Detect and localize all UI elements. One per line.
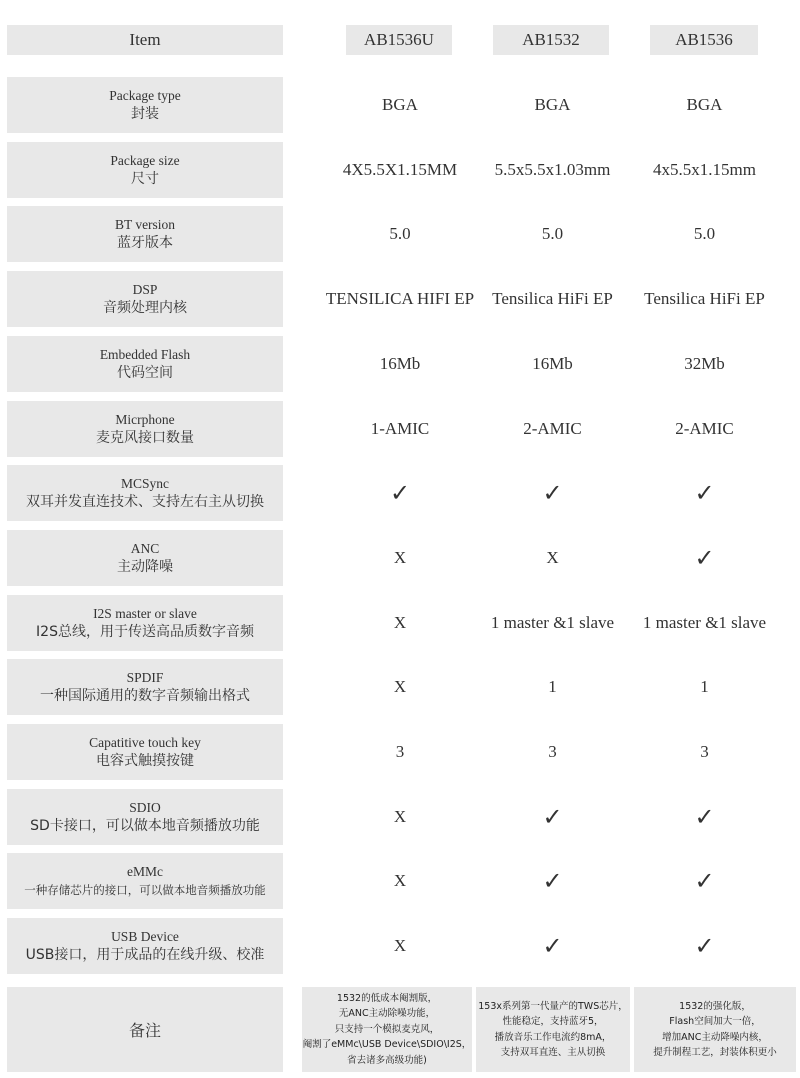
header-model-3: [650, 25, 758, 55]
value-text: 2-AMIC: [675, 419, 734, 438]
row-label-cell: [7, 465, 283, 521]
value-text: Tensilica HiFi EP: [492, 289, 613, 308]
value-cell-col-2: [480, 77, 625, 133]
row-label-zh: 蓝牙版本: [117, 235, 173, 251]
value-cell-col-1: [298, 77, 502, 133]
value-text: BGA: [382, 95, 418, 114]
value-cell-col-1: [298, 659, 502, 715]
value-text: X: [393, 807, 407, 826]
header-model-2: [493, 25, 609, 55]
checkmark-icon: ✓: [694, 479, 715, 507]
value-text: 4X5.5X1.15MM: [342, 160, 458, 179]
row-label-en: I2S master or slave: [93, 606, 197, 621]
value-text: Tensilica HiFi EP: [644, 289, 765, 308]
value-cell-col-2: [480, 271, 625, 327]
row-label-en: Embedded Flash: [99, 347, 191, 362]
value-cell-col-2: [480, 206, 625, 262]
value-cell-col-3: [632, 595, 777, 651]
value-cell-col-3: [632, 142, 777, 198]
row-label-zh: 一种存储芯片的接口，可以做本地音频播放功能: [24, 883, 266, 897]
value-text: X: [393, 548, 407, 567]
row-label-zh: 双耳并发直连技术、支持左右主从切换: [26, 494, 264, 510]
row-label-cell: [7, 271, 283, 327]
header-model-1-label: AB1536U: [364, 30, 434, 49]
checkmark-icon: ✓: [542, 479, 563, 507]
value-text: 1: [700, 677, 709, 696]
header-model-3-label: AB1536: [675, 30, 733, 49]
note-line: 只支持一个模拟麦克风，: [334, 1023, 440, 1035]
notes-col-2: [476, 987, 630, 1072]
row-label-en: MCSync: [120, 476, 169, 491]
note-line: 提升制程工艺，封装体积更小: [653, 1047, 777, 1058]
value-text: 16Mb: [532, 354, 573, 373]
note-line: 153x系列第一代量产的TWS芯片，: [478, 1000, 628, 1012]
row-label-cell: [7, 77, 283, 133]
value-cell-col-3: [632, 206, 777, 262]
note-line: 支持双耳直连、主从切换: [500, 1047, 606, 1058]
value-cell-col-2: [480, 659, 625, 715]
row-label-zh: 音频处理内核: [103, 300, 187, 316]
row-label-en: Capatitive touch key: [89, 735, 201, 750]
note-line: 无ANC主动除噪功能，: [338, 1008, 436, 1020]
checkmark-icon: ✓: [694, 803, 715, 831]
row-label-en: BT version: [114, 217, 176, 232]
value-text: 32Mb: [684, 354, 725, 373]
row-label-zh: I2S总线，用于传送高品质数字音频: [36, 624, 254, 640]
value-text: 1-AMIC: [370, 419, 430, 438]
value-text: 1 master &1 slave: [642, 613, 767, 632]
checkmark-icon: ✓: [542, 932, 563, 960]
value-text: 5.0: [541, 224, 564, 243]
value-text: X: [393, 613, 407, 632]
value-cell-col-2: [480, 595, 625, 651]
value-cell-col-1: [298, 853, 502, 909]
row-label-cell: [7, 595, 283, 651]
value-cell-col-3: [632, 918, 777, 974]
row-label-en: ANC: [130, 541, 160, 556]
value-cell-col-3: [632, 853, 777, 909]
value-cell-col-2: [480, 401, 625, 457]
value-text: 5.0: [693, 224, 716, 243]
checkmark-icon: ✓: [542, 867, 563, 895]
value-text: TENSILICA HIFI EP: [325, 289, 475, 308]
value-cell-col-3: [632, 530, 777, 586]
row-label-zh: 麦克风接口数量: [96, 430, 194, 446]
value-cell-col-2: [480, 465, 625, 521]
value-text: BGA: [534, 95, 571, 114]
row-label-en: SPDIF: [126, 670, 164, 685]
row-label-cell: [7, 724, 283, 780]
row-label-zh: 一种国际通用的数字音频输出格式: [40, 688, 250, 704]
value-cell-col-3: [632, 401, 777, 457]
value-text: 4x5.5x1.15mm: [653, 160, 756, 179]
value-cell-col-3: [632, 724, 777, 780]
row-label-cell: [7, 918, 283, 974]
row-label-en: Package size: [110, 153, 180, 168]
row-label-cell: [7, 530, 283, 586]
value-cell-col-1: [298, 465, 502, 521]
value-text: 1 master &1 slave: [490, 613, 615, 632]
note-line: 1532的低成本阉割版，: [336, 992, 438, 1004]
value-text: X: [393, 871, 407, 890]
value-text: 5.5x5.5x1.03mm: [494, 160, 611, 179]
value-text: 2-AMIC: [523, 419, 582, 438]
value-cell-col-1: [298, 595, 502, 651]
value-text: 3: [395, 742, 405, 761]
value-cell-col-1: [298, 918, 502, 974]
note-line: 阉割了eMMc\USB Device\SDIO\I2S，: [302, 1039, 472, 1051]
row-label-en: Package type: [109, 88, 181, 103]
header-item-cell: [7, 25, 283, 55]
value-cell-col-1: [298, 206, 502, 262]
row-label-zh: 代码空间: [117, 365, 173, 381]
row-label-en: eMMc: [127, 864, 163, 879]
value-cell-col-1: [298, 271, 502, 327]
value-text: X: [393, 677, 407, 696]
checkmark-icon: ✓: [694, 867, 715, 895]
row-label-cell: [7, 336, 283, 392]
row-label-zh: 封装: [131, 106, 159, 122]
row-label-zh: 主动降噪: [117, 559, 173, 575]
value-cell-col-1: [298, 336, 502, 392]
value-cell-col-3: [632, 336, 777, 392]
value-cell-col-3: [632, 659, 777, 715]
value-cell-col-2: [480, 918, 625, 974]
note-line: Flash空间加大一倍，: [669, 1016, 761, 1027]
checkmark-icon: ✓: [542, 803, 563, 831]
value-cell-col-2: [480, 853, 625, 909]
value-cell-col-3: [632, 271, 777, 327]
value-cell-col-1: [298, 724, 502, 780]
row-label-zh: USB接口，用于成品的在线升级、校准: [25, 947, 265, 963]
notes-col-3: [634, 987, 796, 1072]
value-cell-col-1: [298, 789, 502, 845]
value-text: 3: [700, 742, 709, 761]
header-model-2-label: AB1532: [522, 30, 580, 49]
value-text: 5.0: [389, 224, 411, 243]
row-label-zh: SD卡接口，可以做本地音频播放功能: [30, 818, 260, 834]
row-label-en: DSP: [132, 282, 158, 297]
notes-col-1: [302, 987, 472, 1072]
value-cell-col-3: [632, 465, 777, 521]
row-label-zh: 尺寸: [131, 171, 159, 187]
value-text: 16Mb: [379, 354, 421, 373]
value-cell-col-2: [480, 336, 625, 392]
value-text: 3: [548, 742, 557, 761]
value-cell-col-1: [298, 530, 502, 586]
row-label-cell: [7, 401, 283, 457]
note-line: 性能稳定，支持蓝牙5，: [502, 1016, 604, 1027]
value-text: 1: [548, 677, 557, 696]
header-model-1: [346, 25, 452, 55]
note-line: 省去诸多高级功能): [347, 1054, 427, 1066]
note-line: 增加ANC主动降噪内核，: [662, 1031, 768, 1043]
checkmark-icon: ✓: [389, 479, 411, 507]
row-label-en: USB Device: [111, 929, 179, 944]
notes-label: 备注: [128, 1021, 161, 1040]
value-text: BGA: [686, 95, 723, 114]
value-cell-col-2: [480, 789, 625, 845]
value-cell-col-2: [480, 724, 625, 780]
header-item-label: Item: [129, 30, 161, 49]
row-label-cell: [7, 206, 283, 262]
note-line: 1532的强化版，: [679, 1000, 751, 1012]
row-label-cell: [7, 789, 283, 845]
value-cell-col-1: [298, 401, 502, 457]
row-label-en: Micrphone: [115, 412, 175, 427]
row-label-zh: 电容式触摸按键: [96, 753, 194, 769]
row-label-cell: [7, 142, 283, 198]
value-text: X: [546, 548, 559, 567]
notes-label-cell: [7, 987, 283, 1072]
value-cell-col-3: [632, 77, 777, 133]
value-cell-col-2: [480, 142, 625, 198]
note-line: 播放音乐工作电流约8mA，: [494, 1031, 612, 1043]
checkmark-icon: ✓: [694, 932, 715, 960]
row-label-cell: [7, 659, 283, 715]
row-label-en: SDIO: [129, 800, 161, 815]
value-text: X: [393, 936, 407, 955]
value-cell-col-3: [632, 789, 777, 845]
checkmark-icon: ✓: [694, 544, 715, 572]
value-cell-col-1: [298, 142, 502, 198]
value-cell-col-2: [480, 530, 625, 586]
row-label-cell: [7, 853, 283, 909]
